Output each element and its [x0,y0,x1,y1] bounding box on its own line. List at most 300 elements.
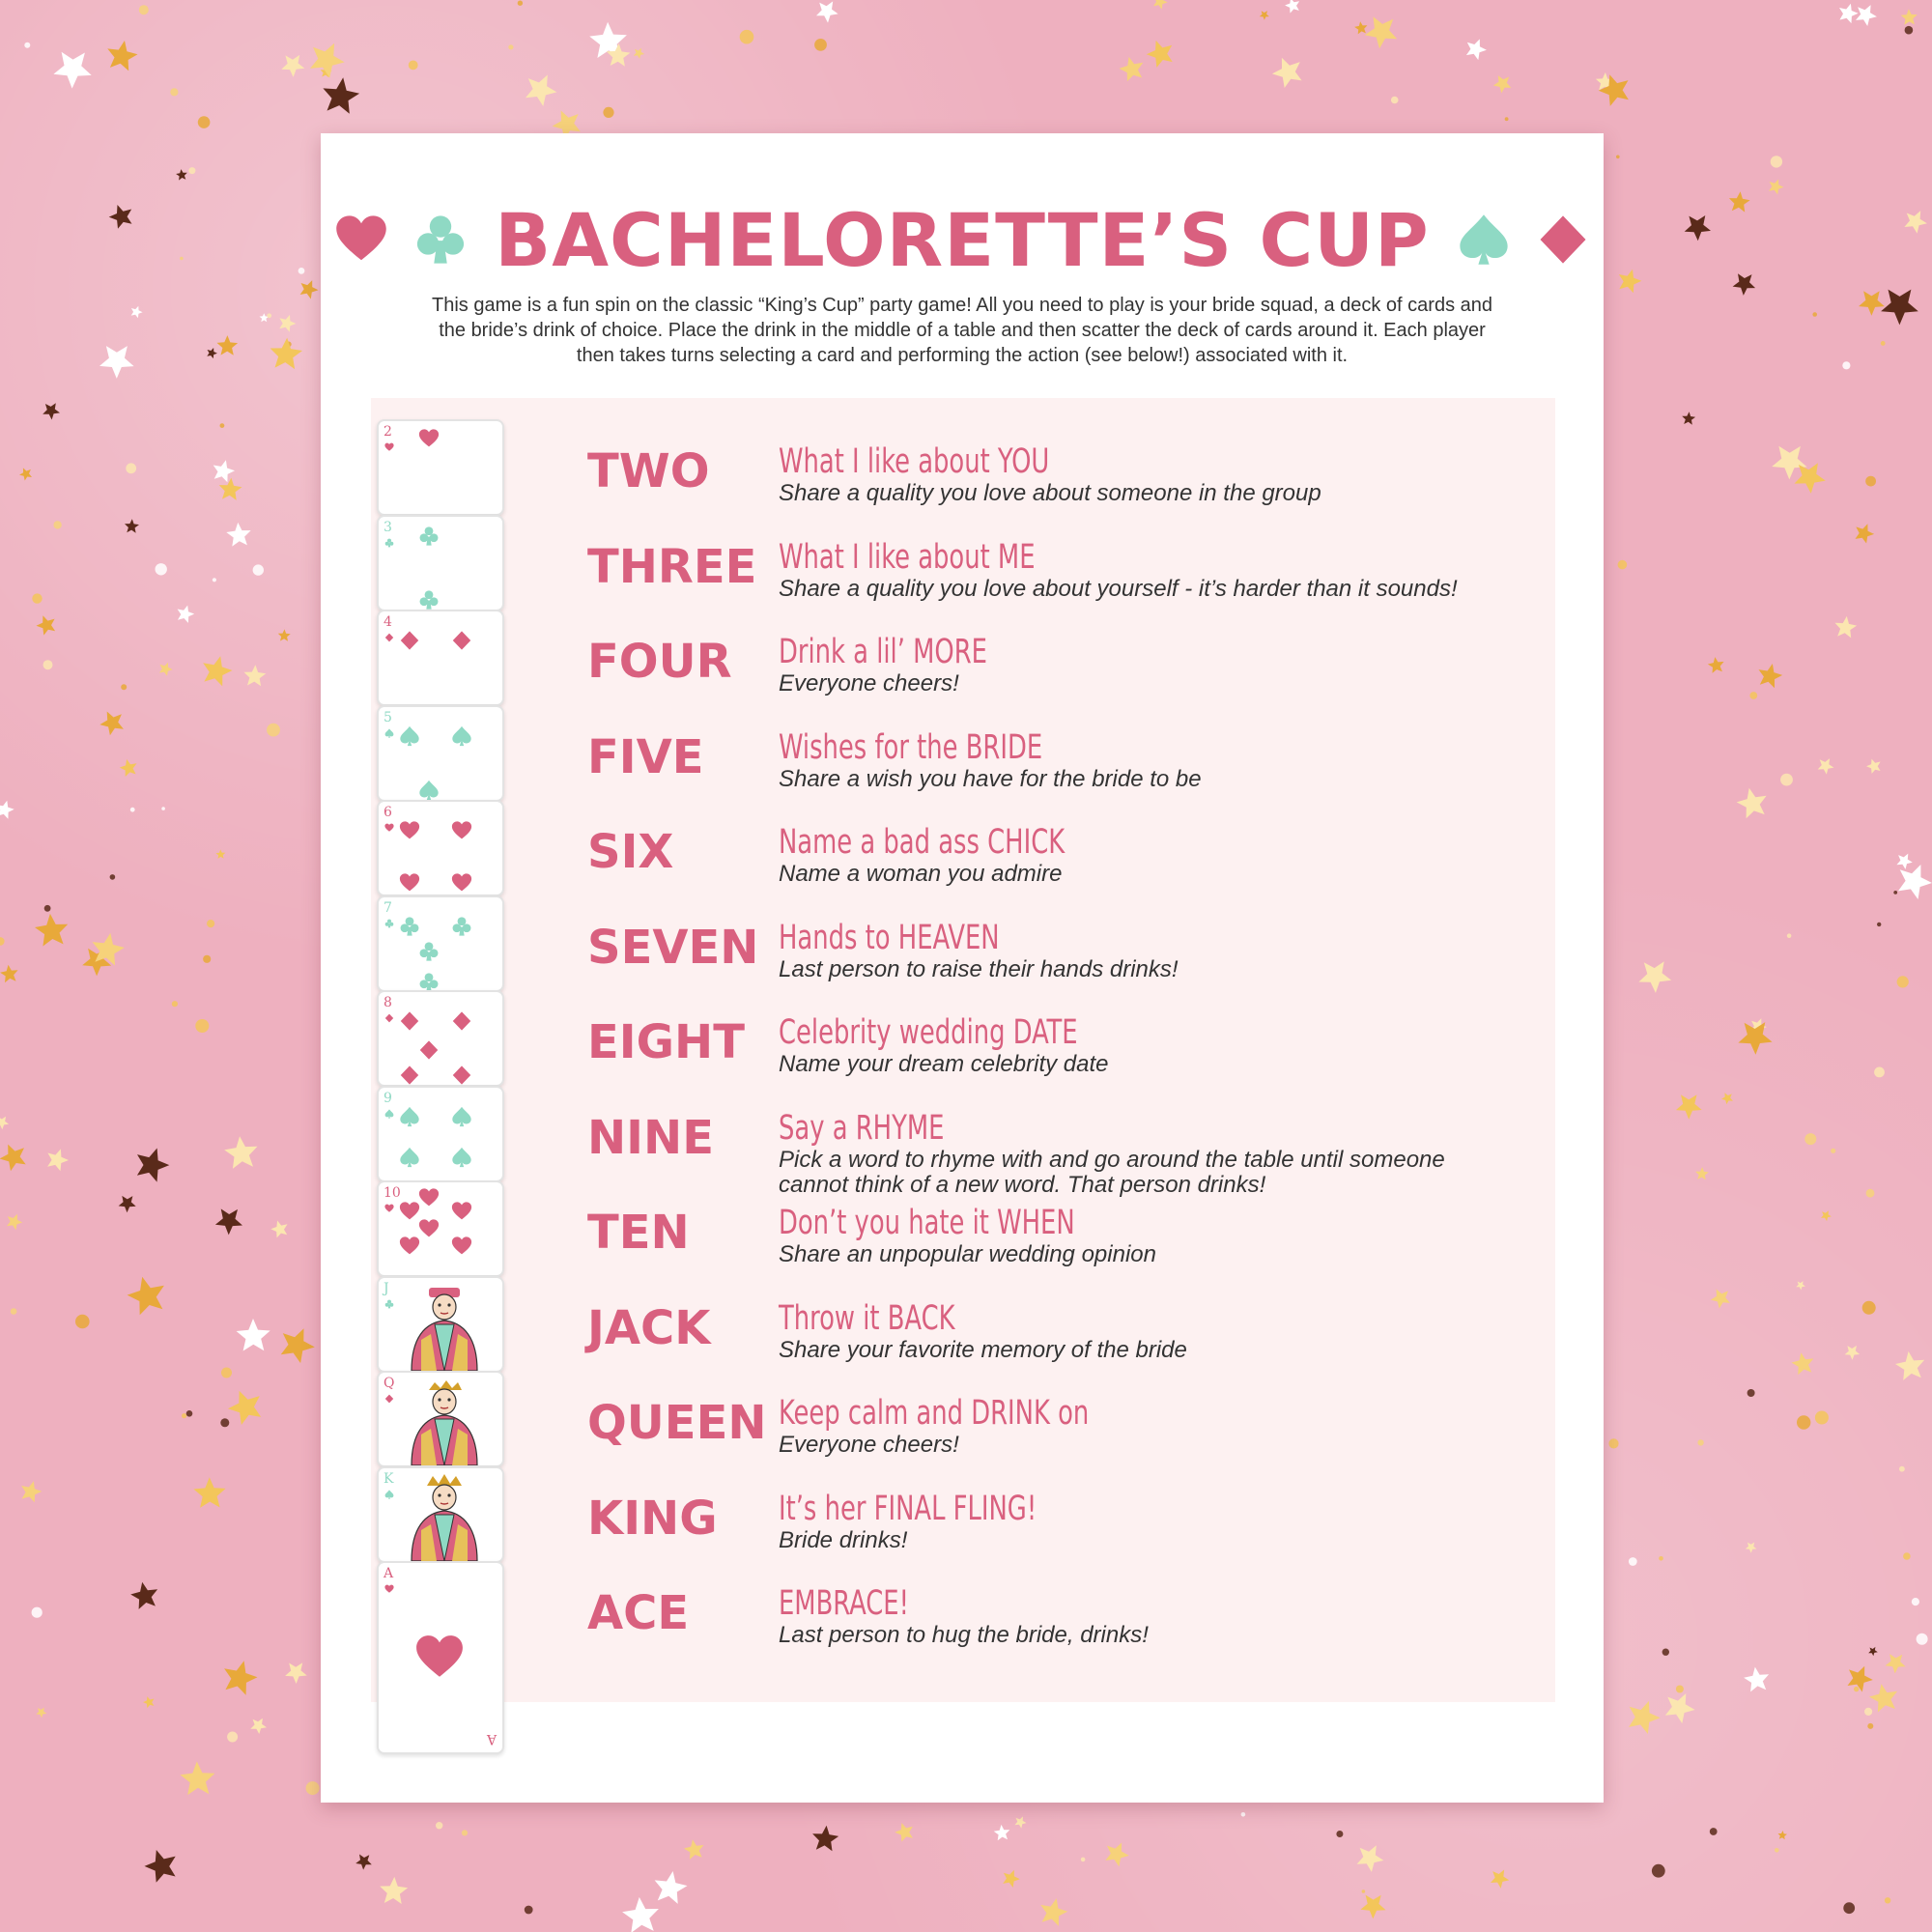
star-confetti-icon [109,205,132,229]
card-corner-label: 5 [384,709,392,725]
rank-label: TEN [587,1206,690,1260]
star-confetti-icon [1619,270,1642,294]
star-confetti-icon [159,663,173,676]
rank-label: SEVEN [587,920,759,975]
rule-description: Pick a word to rhyme with and go around the table until someone cannot think of a new word. That person drinks! [779,1146,1445,1198]
star-confetti-icon [0,1145,26,1172]
glitter-dot [814,39,827,51]
star-confetti-icon [1629,1701,1661,1734]
glitter-dot [603,107,613,118]
rule-description: Share a quality you love about yourself - it’s harder than it sounds! [779,575,1458,602]
glitter-dot [121,684,127,690]
glitter-dot [213,578,216,582]
glitter-dot [508,44,513,49]
card-corner-label: 8 [384,995,392,1010]
glitter-dot [195,1019,209,1033]
rule-title: Celebrity wedding DATE [779,1013,1078,1052]
star-confetti-icon [1711,1289,1730,1308]
playing-card-ten [377,1180,504,1277]
rank-label: THREE [587,539,757,594]
star-confetti-icon [1040,1898,1067,1926]
heart-icon [399,1201,420,1222]
rule-description: Share a wish you have for the bride to be [779,765,1202,792]
star-confetti-icon [7,1214,22,1231]
rule-description: Last person to raise their hands drinks! [779,955,1179,982]
glitter-dot [1864,1708,1872,1716]
star-confetti-icon [119,1196,136,1212]
rank-label: TWO [587,444,710,498]
star-confetti-icon [1744,1667,1769,1692]
star-confetti-icon [1357,1845,1384,1872]
club-icon [451,916,472,937]
spade-icon [451,1147,472,1168]
card-corner-label: 7 [384,899,392,916]
card-corner-label: 9 [384,1090,392,1106]
star-confetti-icon [250,1719,267,1734]
heart-icon [384,442,394,452]
diamond-icon [384,1013,394,1023]
star-confetti-icon [21,1481,42,1502]
glitter-dot [156,563,167,575]
star-confetti-icon [1886,1654,1906,1673]
game-sheet [321,133,1604,1803]
glitter-dot [53,521,61,528]
glitter-dot [207,920,214,927]
rank-label: QUEEN [587,1396,767,1450]
glitter-dot [1885,1897,1890,1903]
glitter-dot [1775,1848,1779,1853]
star-confetti-icon [321,67,332,78]
glitter-dot [1905,26,1914,35]
star-confetti-icon [0,965,18,982]
glitter-dot [1676,1686,1684,1693]
glitter-dot [44,905,51,912]
star-confetti-icon [53,52,91,89]
star-confetti-icon [1708,657,1724,673]
rank-label: FIVE [587,729,704,784]
star-confetti-icon [260,313,270,322]
star-confetti-icon [1868,1647,1878,1656]
star-confetti-icon [1881,290,1918,326]
star-confetti-icon [1835,616,1858,639]
rank-label: FOUR [587,635,732,689]
king-face-icon [392,1472,497,1561]
club-icon [418,589,440,611]
glitter-dot [1881,341,1886,346]
star-confetti-icon [143,1696,155,1708]
glitter-dot [182,1413,186,1418]
glitter-dot [75,1315,90,1329]
rank-label: SIX [587,825,674,879]
star-confetti-icon [1003,1870,1020,1888]
star-confetti-icon [1795,463,1826,494]
intro-paragraph: This game is a fun spin on the classic “King’s Cup” party game! All you need to play is your bride squad, a deck of cards and the bride’s drink of choice. Place the drink in the middle of a table and then scatter the deck of cards around it. Each player then takes turns selecting a card and performing the action (see below!) associated with it. [432,295,1492,366]
star-confetti-icon [1818,758,1834,775]
star-confetti-icon [1859,291,1885,316]
rule-description: Name your dream celebrity date [779,1051,1109,1077]
glitter-dot [32,1607,43,1618]
card-corner-label: 6 [384,805,392,820]
glitter-dot [1771,156,1782,167]
star-confetti-icon [47,1149,69,1171]
diamond-icon [418,1039,440,1061]
diamond-icon [399,1065,420,1086]
heart-icon [334,213,388,267]
glitter-dot [1081,1858,1086,1862]
glitter-dot [409,61,418,71]
glitter-dot [306,1781,320,1795]
star-confetti-icon [137,1149,169,1182]
glitter-dot [1652,1864,1665,1878]
glitter-dot [1505,117,1509,121]
star-confetti-icon [99,712,124,736]
rank-label: ACE [587,1586,690,1640]
rule-title: Throw it BACK [779,1298,955,1338]
star-confetti-icon [1845,1346,1861,1360]
star-confetti-icon [1147,41,1173,68]
diamond-icon [399,630,420,651]
glitter-dot [1629,1557,1637,1566]
card-corner-label: A [384,1566,394,1581]
queen-face-icon [392,1377,497,1465]
spade-icon [399,1147,420,1168]
star-confetti-icon [128,1277,164,1316]
star-confetti-icon [1869,1684,1897,1712]
heart-icon [384,1584,394,1594]
star-confetti-icon [244,665,267,686]
star-confetti-icon [622,1897,659,1932]
card-corner-label: 3 [384,519,392,535]
star-confetti-icon [215,1208,242,1235]
diamond-icon [399,1010,420,1032]
star-confetti-icon [812,1826,838,1852]
star-confetti-icon [1260,11,1269,20]
star-confetti-icon [36,1708,46,1719]
star-confetti-icon [19,468,32,480]
rule-title: Name a bad ass CHICK [779,823,1065,862]
glitter-dot [1608,1438,1618,1448]
glitter-dot [525,1906,533,1915]
title-row [321,191,1604,288]
star-confetti-icon [228,1391,261,1425]
star-confetti-icon [180,1761,214,1795]
star-confetti-icon [1599,74,1629,106]
star-confetti-icon [1898,865,1932,899]
star-confetti-icon [130,1582,157,1609]
star-confetti-icon [1365,16,1398,48]
card-corner-label: 2 [384,424,392,440]
playing-card-ace [377,1561,504,1754]
star-confetti-icon [285,1662,307,1684]
glitter-dot [11,1308,17,1315]
star-confetti-icon [178,606,195,623]
star-confetti-icon [895,1823,913,1842]
glitter-dot [1903,1552,1911,1560]
rule-title: Drink a lil’ MORE [779,633,987,671]
glitter-dot [436,1822,442,1829]
star-confetti-icon [1839,4,1859,23]
glitter-dot [1662,1649,1669,1656]
club-icon [418,972,440,992]
heart-icon [413,1633,466,1683]
rule-description: Share a quality you love about someone in the group [779,480,1321,506]
star-confetti-icon [684,1839,704,1860]
glitter-dot [740,30,754,44]
club-icon [413,213,468,267]
heart-icon [418,428,440,449]
star-confetti-icon [99,346,134,379]
glitter-dot [110,874,116,880]
spade-icon [418,780,440,801]
star-confetti-icon [1682,412,1695,425]
star-confetti-icon [994,1825,1010,1840]
playing-card-six [377,800,504,896]
star-confetti-icon [1466,39,1487,60]
star-confetti-icon [1796,1281,1805,1290]
star-confetti-icon [1491,1870,1509,1889]
star-confetti-icon [43,403,60,419]
glitter-dot [1862,1301,1876,1315]
card-corner-label: 10 [384,1185,401,1201]
rank-label: EIGHT [587,1015,745,1069]
rule-title: What I like about ME [779,537,1036,577]
glitter-dot [1797,1415,1810,1429]
glitter-dot [203,955,211,963]
glitter-dot [1912,1598,1919,1605]
star-confetti-icon [1285,0,1299,14]
glitter-dot [1877,923,1881,926]
heart-icon [451,1201,472,1222]
star-confetti-icon [0,1117,9,1130]
glitter-dot [172,1001,178,1007]
glitter-dot [267,724,280,737]
spade-icon [384,728,394,738]
glitter-dot [32,593,42,603]
rule-title: Say a RHYME [779,1108,945,1148]
glitter-dot [518,1,523,6]
glitter-dot [24,43,30,48]
rule-description: Name a woman you admire [779,861,1063,887]
star-confetti-icon [281,55,304,77]
rule-title: EMBRACE! [779,1584,909,1623]
jack-face-icon [392,1282,497,1371]
glitter-dot [1812,312,1817,317]
star-confetti-icon [607,43,631,67]
glitter-dot [1897,976,1909,987]
glitter-dot [220,423,225,428]
star-confetti-icon [1733,273,1756,296]
playing-card-two [377,419,504,516]
glitter-dot [253,564,264,575]
star-confetti-icon [35,914,68,947]
card-corner-label: A [486,1731,497,1747]
star-confetti-icon [1695,1167,1709,1179]
star-confetti-icon [281,1328,315,1363]
glitter-dot [221,1368,232,1378]
star-confetti-icon [1901,9,1918,25]
playing-card-seven [377,895,504,992]
rule-title: What I like about YOU [779,442,1050,481]
star-confetti-icon [1896,854,1912,869]
star-confetti-icon [1354,21,1367,34]
rule-title: Wishes for the BRIDE [779,727,1043,767]
club-icon [418,941,440,962]
star-confetti-icon [217,335,239,355]
playing-card-king [377,1466,504,1563]
rank-label: NINE [587,1110,714,1165]
star-confetti-icon [1904,211,1927,234]
star-confetti-icon [1721,1093,1733,1104]
star-confetti-icon [0,801,14,819]
star-confetti-icon [125,519,139,533]
club-icon [399,916,420,937]
glitter-dot [220,1418,229,1427]
spade-icon [399,1106,420,1127]
star-confetti-icon [1665,1693,1695,1723]
glitter-dot [1336,1831,1343,1837]
star-confetti-icon [224,1661,257,1695]
spade-icon [451,1106,472,1127]
playing-card-queen [377,1371,504,1467]
playing-card-three [377,515,504,611]
heart-icon [451,820,472,841]
club-icon [418,526,440,547]
star-confetti-icon [1685,215,1711,241]
glitter-dot [286,342,292,348]
glitter-dot [180,257,184,261]
rule-description: Share your favorite memory of the bride [779,1336,1187,1363]
star-confetti-icon [270,1221,287,1238]
glitter-dot [298,268,305,274]
star-confetti-icon [355,1855,372,1870]
glitter-dot [1866,1189,1875,1198]
star-confetti-icon [1750,1018,1767,1035]
glitter-dot [1842,361,1850,369]
glitter-dot [1710,1828,1718,1835]
star-confetti-icon [655,1871,688,1904]
star-confetti-icon [1856,5,1877,26]
star-confetti-icon [1778,1831,1788,1839]
heart-icon [384,823,394,833]
star-confetti-icon [1638,961,1671,993]
star-confetti-icon [526,75,556,107]
playing-card-nine [377,1086,504,1182]
glitter-dot [1804,1133,1816,1145]
star-confetti-icon [193,1477,225,1508]
glitter-dot [1893,891,1897,895]
heart-icon [399,872,420,894]
club-icon [384,538,394,548]
diamond-icon [451,1010,472,1032]
star-confetti-icon [1848,1666,1873,1692]
diamond-icon [451,630,472,651]
diamond-icon [384,633,394,642]
glitter-dot [1815,1411,1829,1425]
rank-label: KING [587,1491,718,1546]
glitter-dot [130,808,135,812]
star-confetti-icon [1596,72,1614,91]
diamond-icon [1536,213,1590,267]
star-confetti-icon [310,43,345,78]
star-confetti-icon [278,629,291,640]
glitter-dot [1865,476,1876,487]
rule-description: Everyone cheers! [779,670,959,696]
spade-icon [384,1109,394,1119]
glitter-dot [1362,1889,1366,1893]
playing-card-four [377,610,504,706]
glitter-dot [1749,692,1757,699]
star-confetti-icon [1676,1094,1702,1119]
diamond-icon [451,1065,472,1086]
star-confetti-icon [176,169,187,181]
star-confetti-icon [300,280,319,298]
rule-description: Bride drinks! [779,1526,908,1553]
heart-icon [418,1187,440,1208]
star-confetti-icon [270,338,302,370]
rule-title: Hands to HEAVEN [779,918,1000,957]
glitter-dot [1787,933,1792,938]
glitter-dot [1867,1723,1873,1729]
spade-icon [1457,213,1511,267]
glitter-dot [227,1732,238,1743]
glitter-dot [139,5,149,14]
glitter-dot [1697,1439,1703,1445]
star-confetti-icon [1729,191,1750,212]
star-confetti-icon [1737,788,1767,819]
glitter-dot [1618,560,1628,570]
glitter-dot [198,116,211,128]
rule-title: It’s her FINAL FLING! [779,1489,1037,1528]
playing-card-jack [377,1276,504,1373]
star-confetti-icon [1769,180,1783,195]
playing-card-eight [377,990,504,1087]
heart-icon [399,1236,420,1257]
star-confetti-icon [131,306,143,318]
star-confetti-icon [323,77,359,114]
star-confetti-icon [1105,1843,1129,1867]
star-confetti-icon [226,523,250,547]
star-confetti-icon [213,460,235,482]
star-confetti-icon [120,759,137,777]
glitter-dot [267,313,271,318]
star-confetti-icon [1792,1352,1814,1375]
glitter-dot [1747,1389,1755,1397]
card-corner-label: 4 [384,614,392,630]
glitter-dot [0,937,5,946]
star-confetti-icon [145,1850,176,1883]
glitter-dot [161,807,165,810]
club-icon [384,919,394,928]
star-confetti-icon [1120,57,1144,81]
star-confetti-icon [1866,759,1881,774]
star-confetti-icon [203,656,232,686]
heart-icon [451,1236,472,1257]
heart-icon [418,1218,440,1239]
glitter-dot [170,88,178,96]
star-confetti-icon [237,1319,270,1351]
star-confetti-icon [1493,75,1512,93]
star-confetti-icon [1772,446,1806,480]
glitter-dot [186,1410,193,1417]
star-confetti-icon [207,348,217,358]
page-title: BACHELORETTE’S CUP [495,196,1430,283]
star-confetti-icon [1360,1895,1385,1919]
card-corner-label: Q [384,1376,395,1391]
spade-icon [451,725,472,747]
heart-icon [399,820,420,841]
star-confetti-icon [37,615,56,635]
glitter-dot [188,167,195,174]
